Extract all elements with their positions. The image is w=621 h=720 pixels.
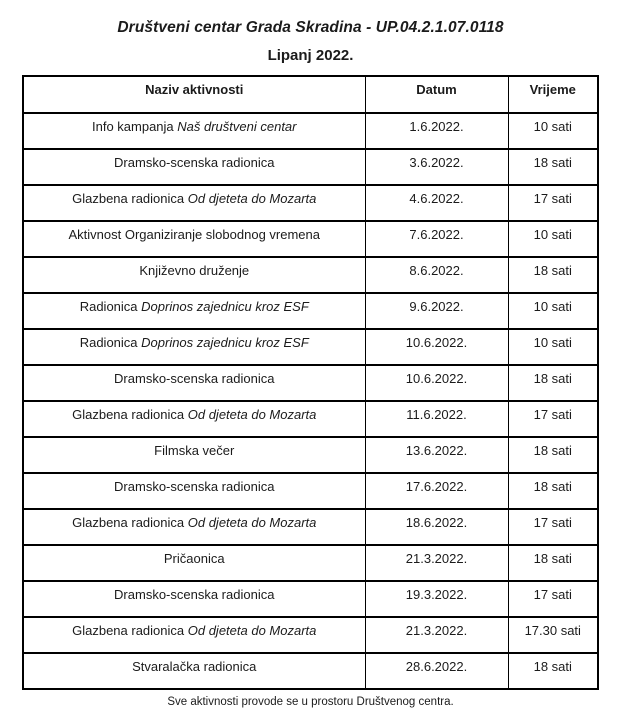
activities-table — [22, 75, 599, 690]
column-header-time: Vrijeme — [508, 76, 598, 113]
table-body — [23, 113, 598, 689]
activity-text: Dramsko-scenska radionica — [114, 479, 275, 494]
footer-note: Sve aktivnosti provode se u prostoru Društvenog centra. — [167, 696, 454, 708]
activity-text: Književno druženje — [139, 263, 250, 278]
activity-italic-text: Od djeteta do Mozarta — [187, 191, 317, 206]
activity-cell — [23, 653, 365, 689]
table-row — [23, 581, 598, 617]
activity-cell — [23, 329, 365, 365]
date-cell: 18.6.2022. — [365, 509, 508, 545]
activity-cell — [23, 113, 365, 149]
time-cell: 18 sati — [508, 149, 598, 185]
date-cell: 10.6.2022. — [365, 329, 508, 365]
activity-cell — [23, 221, 365, 257]
table-row — [23, 437, 598, 473]
table-header — [23, 76, 598, 113]
time-cell: 17 sati — [508, 581, 598, 617]
table-row — [23, 509, 598, 545]
document-subtitle: Lipanj 2022. — [267, 47, 354, 64]
time-cell: 17 sati — [508, 185, 598, 221]
column-header-activity: Naziv aktivnosti — [23, 76, 365, 113]
time-cell: 10 sati — [508, 221, 598, 257]
date-cell: 3.6.2022. — [365, 149, 508, 185]
activity-cell — [23, 473, 365, 509]
activity-text: Stvaralačka radionica — [132, 659, 257, 674]
table-row — [23, 257, 598, 293]
activity-text: Glazbena radionica — [72, 623, 188, 638]
activity-text: Glazbena radionica — [72, 191, 188, 206]
date-cell: 1.6.2022. — [365, 113, 508, 149]
activity-cell — [23, 617, 365, 653]
time-cell: 18 sati — [508, 473, 598, 509]
activity-text: Glazbena radionica — [72, 407, 188, 422]
activity-cell — [23, 257, 365, 293]
table-row — [23, 185, 598, 221]
table-row — [23, 473, 598, 509]
time-cell: 17 sati — [508, 401, 598, 437]
date-cell: 10.6.2022. — [365, 365, 508, 401]
time-cell: 17.30 sati — [508, 617, 598, 653]
activity-cell — [23, 509, 365, 545]
time-cell: 18 sati — [508, 365, 598, 401]
time-cell: 18 sati — [508, 653, 598, 689]
date-cell: 19.3.2022. — [365, 581, 508, 617]
time-cell: 17 sati — [508, 509, 598, 545]
date-cell: 17.6.2022. — [365, 473, 508, 509]
activity-text: Glazbena radionica — [72, 515, 188, 530]
activity-italic-text: Od djeteta do Mozarta — [187, 515, 317, 530]
activity-text: Dramsko-scenska radionica — [114, 371, 275, 386]
date-cell: 21.3.2022. — [365, 617, 508, 653]
time-cell: 10 sati — [508, 329, 598, 365]
activity-text: Info kampanja — [91, 119, 178, 134]
date-cell: 11.6.2022. — [365, 401, 508, 437]
activity-italic-text: Doprinos zajednicu kroz ESF — [141, 335, 309, 350]
date-cell: 8.6.2022. — [365, 257, 508, 293]
activity-text: Aktivnost Organiziranje slobodnog vremena — [68, 227, 320, 242]
date-cell: 13.6.2022. — [365, 437, 508, 473]
activity-text: Dramsko-scenska radionica — [114, 587, 275, 602]
activity-cell — [23, 185, 365, 221]
activity-text: Filmska večer — [154, 443, 235, 458]
activity-italic-text: Od djeteta do Mozarta — [187, 407, 317, 422]
time-cell: 18 sati — [508, 545, 598, 581]
table-row — [23, 329, 598, 365]
activity-text: Dramsko-scenska radionica — [114, 155, 275, 170]
table-row — [23, 221, 598, 257]
date-cell: 28.6.2022. — [365, 653, 508, 689]
activity-cell — [23, 293, 365, 329]
table-row — [23, 617, 598, 653]
date-cell: 9.6.2022. — [365, 293, 508, 329]
table-row — [23, 401, 598, 437]
activity-cell — [23, 401, 365, 437]
header-row — [23, 76, 598, 113]
table-row — [23, 149, 598, 185]
table-row — [23, 545, 598, 581]
date-cell: 7.6.2022. — [365, 221, 508, 257]
table-row — [23, 365, 598, 401]
activity-text: Radionica — [79, 299, 142, 314]
time-cell: 18 sati — [508, 437, 598, 473]
time-cell: 10 sati — [508, 113, 598, 149]
activity-italic-text: Doprinos zajednicu kroz ESF — [141, 299, 309, 314]
time-cell: 10 sati — [508, 293, 598, 329]
date-cell: 21.3.2022. — [365, 545, 508, 581]
activity-cell — [23, 545, 365, 581]
column-header-date: Datum — [365, 76, 508, 113]
activity-cell — [23, 437, 365, 473]
activity-cell — [23, 581, 365, 617]
time-cell: 18 sati — [508, 257, 598, 293]
activity-cell — [23, 365, 365, 401]
document-title: Društveni centar Grada Skradina - UP.04.2.1.07.0118 — [117, 19, 504, 36]
activity-italic-text: Od djeteta do Mozarta — [187, 623, 317, 638]
activity-cell — [23, 149, 365, 185]
activity-text: Radionica — [79, 335, 142, 350]
activity-text: Pričaonica — [163, 551, 225, 566]
table-row — [23, 653, 598, 689]
activity-italic-text: Naš društveni centar — [177, 119, 297, 134]
date-cell: 4.6.2022. — [365, 185, 508, 221]
table-row — [23, 113, 598, 149]
table-row — [23, 293, 598, 329]
